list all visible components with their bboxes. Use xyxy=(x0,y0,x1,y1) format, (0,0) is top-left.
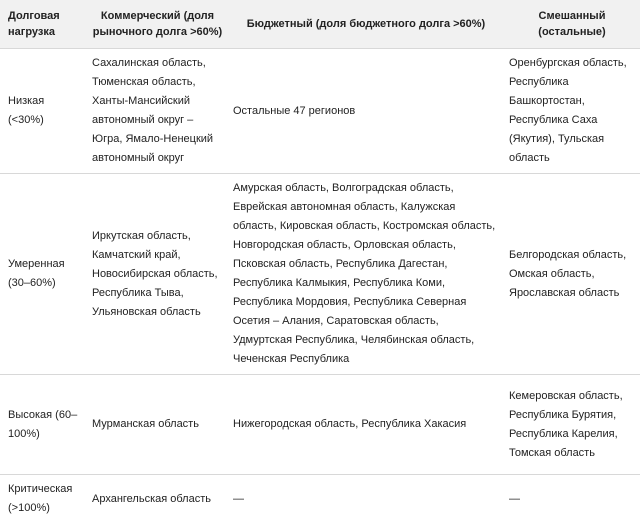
header-commercial: Коммерческий (доля рыночного долга >60%) xyxy=(87,0,228,49)
cell-budget: Нижегородская область, Республика Хакасия xyxy=(228,375,504,475)
cell-load: Низкая (<30%) xyxy=(0,49,87,174)
header-mixed: Смешанный (остальные) xyxy=(504,0,640,49)
cell-commercial: Мурманская область xyxy=(87,375,228,475)
table-row xyxy=(0,174,640,375)
cell-budget: Амурская область, Волгоградская область, Еврейская автономная область, Калужская область, Кировская область, Костромская область, Новгородская область, Орловская область, Псковская область, Республика Дагестан, Республика Калмыкия, Республика Коми, Республика Мордовия, Республика Северная Осетия – Алания, Саратовская область, Удмуртская Республика, Челябинская область, Чеченская Республика xyxy=(228,174,504,375)
cell-load: Критическая (>100%) xyxy=(0,475,87,523)
table-row xyxy=(0,475,640,523)
cell-load: Умеренная (30–60%) xyxy=(0,174,87,375)
cell-budget: Остальные 47 регионов xyxy=(228,49,504,174)
table-header-row xyxy=(0,0,640,49)
cell-commercial: Иркутская область, Камчатский край, Новосибирская область, Республика Тыва, Ульяновская область xyxy=(87,174,228,375)
cell-commercial: Архангельская область xyxy=(87,475,228,523)
cell-mixed: — xyxy=(504,475,640,523)
cell-budget: — xyxy=(228,475,504,523)
cell-mixed: Кемеровская область, Республика Бурятия, Республика Карелия, Томская область xyxy=(504,375,640,475)
cell-commercial: Сахалинская область, Тюменская область, Ханты-Мансийский автономный округ – Югра, Ямало-Ненецкий автономный округ xyxy=(87,49,228,174)
cell-mixed: Белгородская область, Омская область, Ярославская область xyxy=(504,174,640,375)
header-budget: Бюджетный (доля бюджетного долга >60%) xyxy=(228,0,504,49)
header-debt-load: Долговая нагрузка xyxy=(0,0,87,49)
cell-mixed: Оренбургская область, Республика Башкортостан, Республика Саха (Якутия), Тульская область xyxy=(504,49,640,174)
table-row xyxy=(0,49,640,174)
table-row xyxy=(0,375,640,475)
cell-load: Высокая (60–100%) xyxy=(0,375,87,475)
